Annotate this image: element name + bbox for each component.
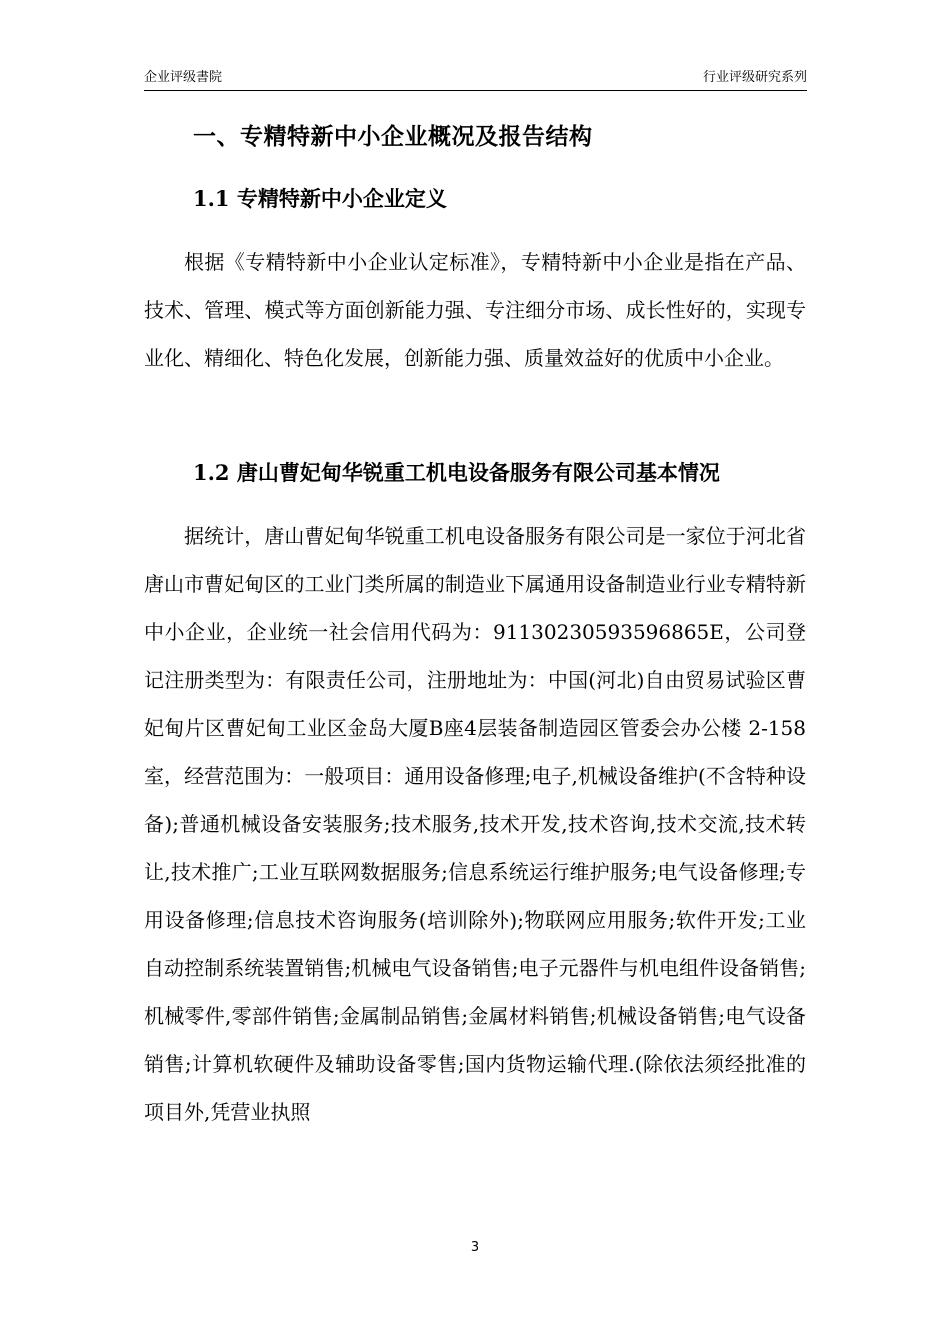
header-left-text: 企业评级書院 [144,70,223,85]
section-1-2-heading: 1.2 唐山曹妃甸华锐重工机电设备服务有限公司基本情况 [193,460,720,485]
chapter-heading: 一、专精特新中小企业概况及报告结构 [193,123,593,150]
page-number: 3 [470,1240,480,1255]
section-1-1-paragraph: 根据《专精特新中小企业认定标准》，专精特新中小企业是指在产品、技术、管理、模式等方面创新能力强、专注细分市场、成长性好的，实现专业化、精细化、特色化发展，创新能力强、质量效益好的优质中小企业。 [144,250,806,370]
page-header [144,68,807,91]
section-1-2-paragraph: 据统计，唐山曹妃甸华锐重工机电设备服务有限公司是一家位于河北省唐山市曹妃甸区的工业门类所属的制造业下属通用设备制造业行业专精特新中小企业，企业统一社会信用代码为：91130230593596865E，公司登记注册类型为：有限责任公司，注册地址为：中国(河北)自由贸易试验区曹妃甸片区曹妃甸工业区金岛大厦B座4层装备制造园区管委会办公楼 2-158 室，经营范围为：一般项目：通用设备修理;电子,机械设备维护(不含特种设备);普通机械设备安装服务;技术服务,技术开发,技术咨询,技术交流,技术转让,技术推广;工业互联网数据服务;信息系统运行维护服务;电气设备修理;专用设备修理;信息技术咨询服务(培训除外);物联网应用服务;软件开发;工业自动控制系统装置销售;机械电气设备销售;电子元器件与机电组件设备销售;机械零件,零部件销售;金属制品销售;金属材料销售;机械设备销售;电气设备销售;计算机软硬件及辅助设备零售;国内货物运输代理.(除依法须经批准的项目外,凭营业执照 [144,524,806,1124]
header-right-text: 行业评级研究系列 [702,70,807,85]
section-1-1-heading: 1.1 专精特新中小企业定义 [193,186,447,211]
